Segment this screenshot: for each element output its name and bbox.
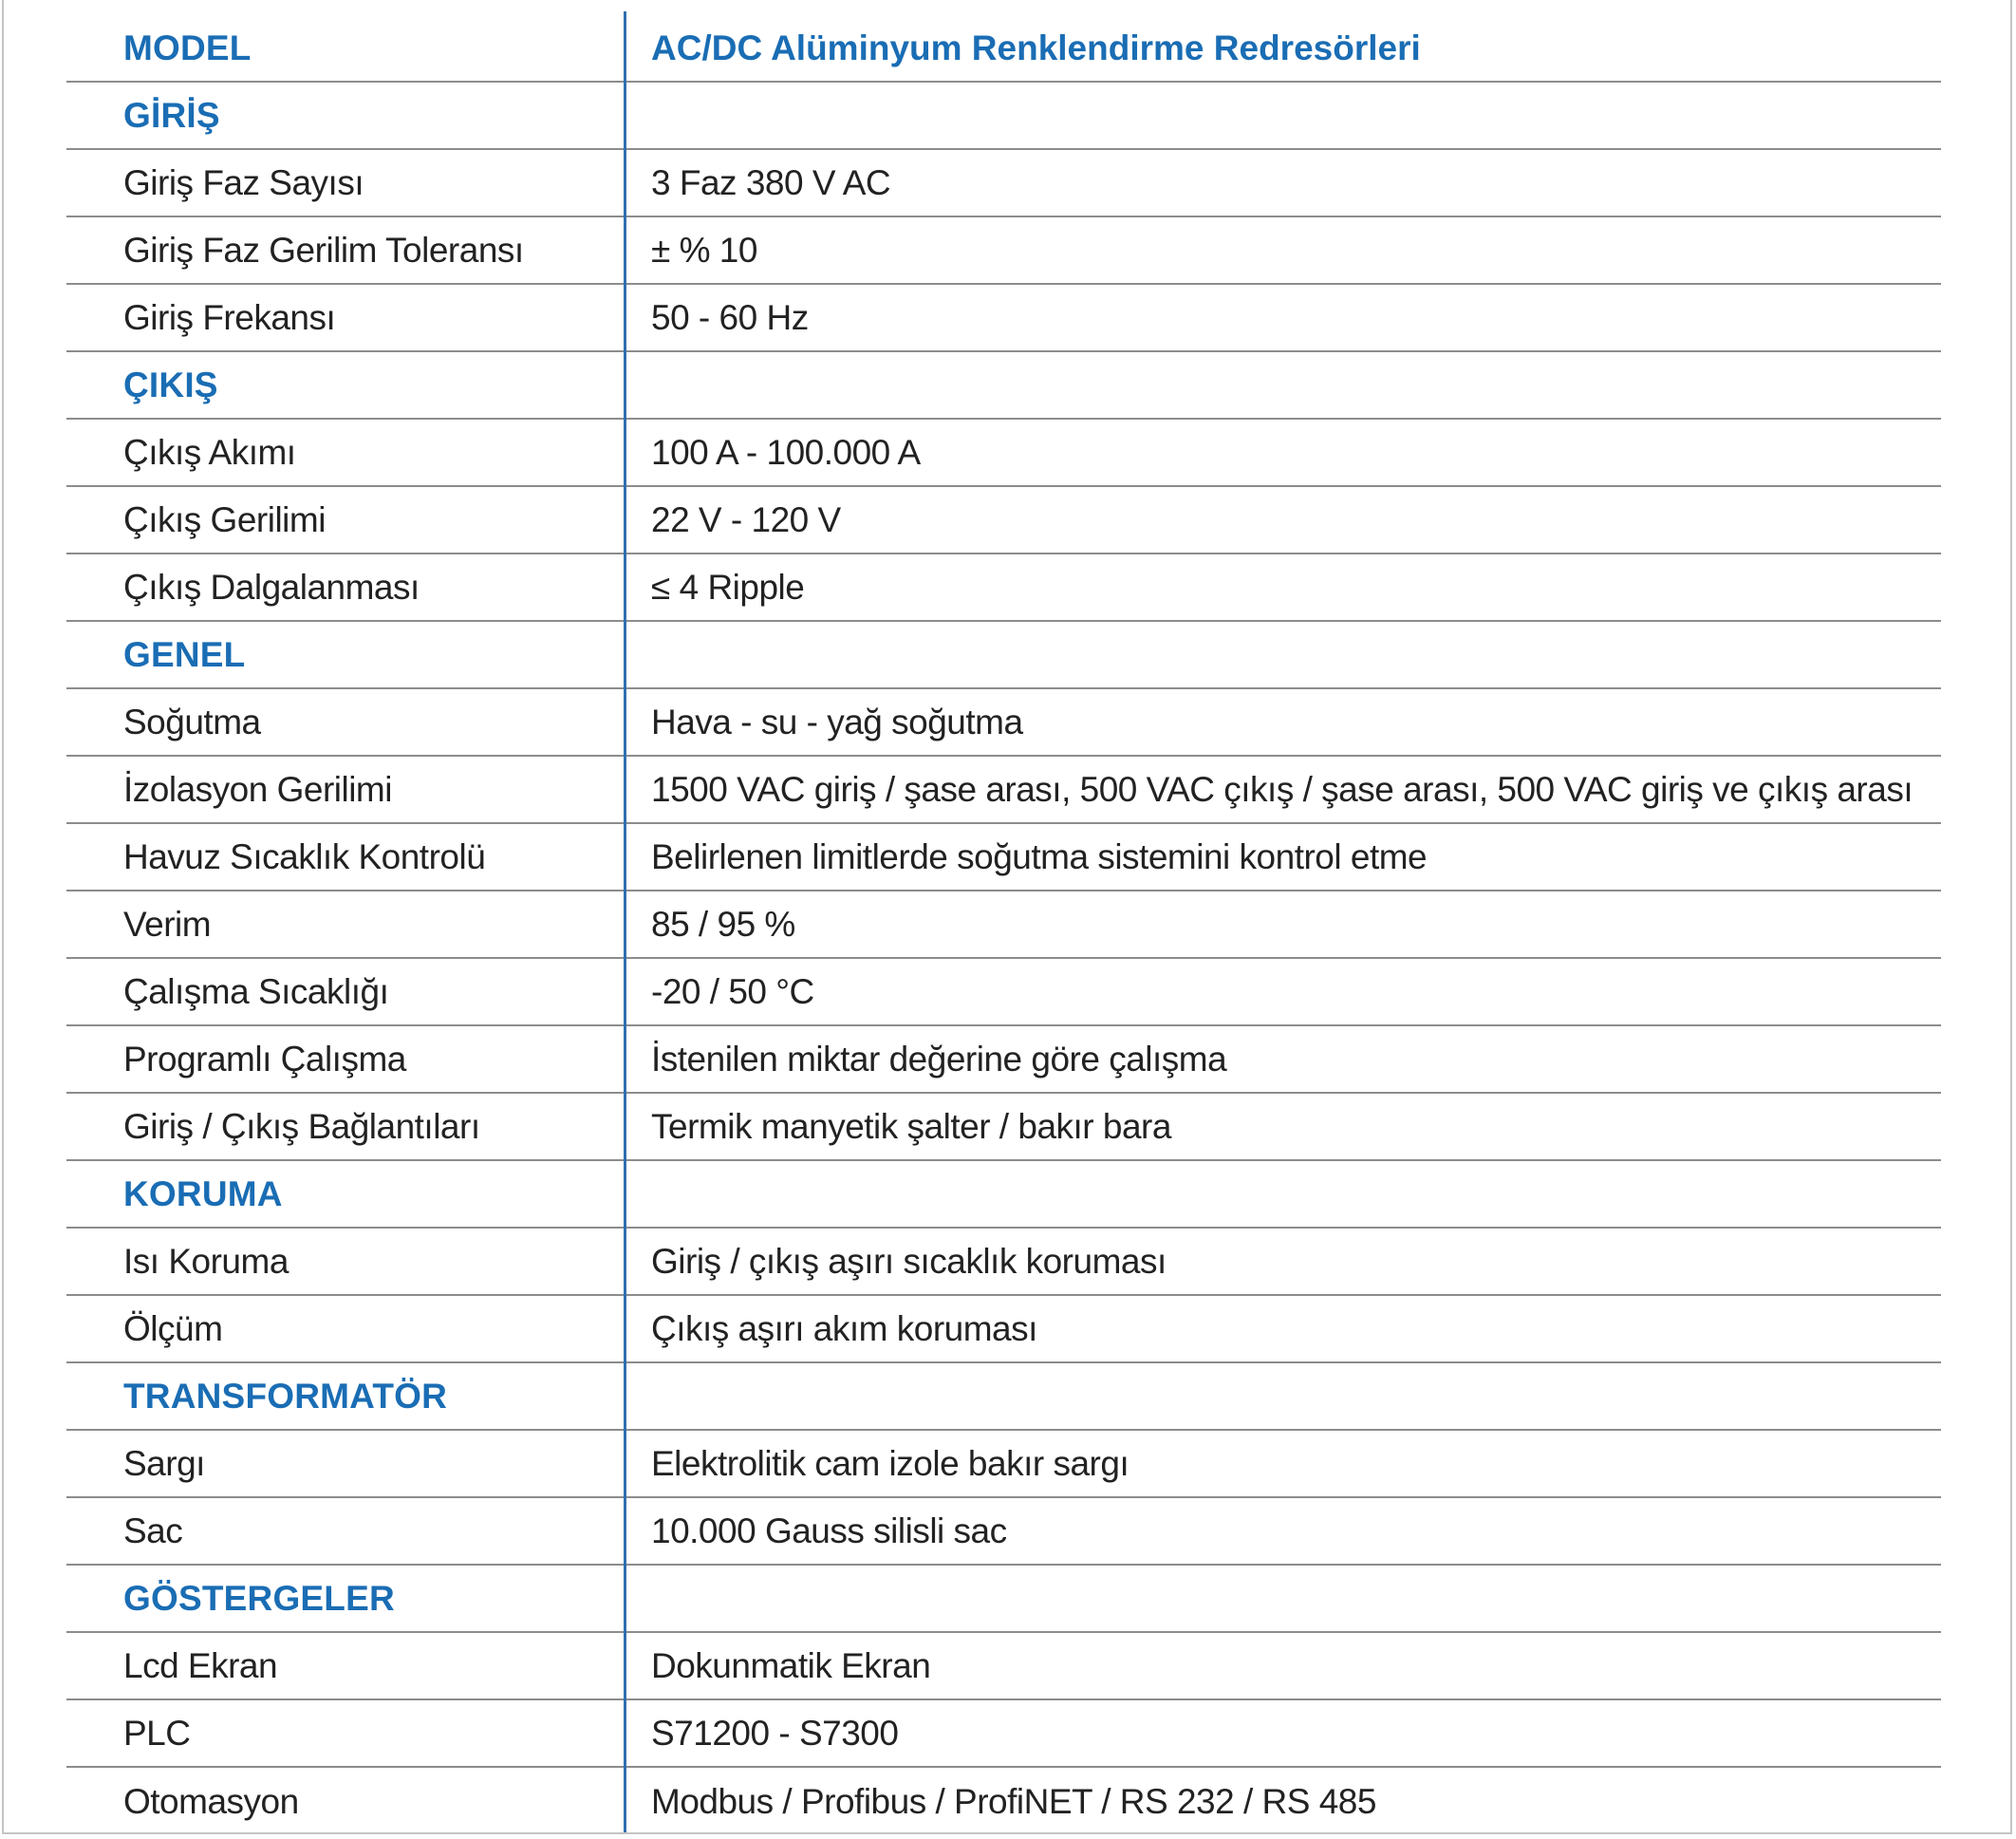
section-title: GİRİŞ xyxy=(123,95,220,135)
table-row xyxy=(66,285,1941,352)
spec-value: 10.000 Gauss silisli sac xyxy=(651,1511,1007,1550)
spec-label: Çıkış Akımı xyxy=(123,432,296,472)
spec-label: Havuz Sıcaklık Kontrolü xyxy=(123,836,486,876)
section-header-genel xyxy=(66,622,1941,689)
spec-label: Soğutma xyxy=(123,702,261,741)
spec-label: Giriş Faz Sayısı xyxy=(123,162,364,202)
section-title: GÖSTERGELER xyxy=(123,1578,395,1618)
spec-label: Verim xyxy=(123,904,212,944)
table-row xyxy=(66,1633,1941,1700)
spec-value: Dokunmatik Ekran xyxy=(651,1645,931,1685)
spec-label: Giriş Frekansı xyxy=(123,297,336,337)
section-header-koruma xyxy=(66,1161,1941,1229)
spec-value: ± % 10 xyxy=(651,230,757,270)
section-title: ÇIKIŞ xyxy=(123,365,218,404)
spec-label: Otomasyon xyxy=(123,1781,299,1821)
spec-value: Çıkış aşırı akım koruması xyxy=(651,1308,1037,1348)
spec-label: PLC xyxy=(123,1713,191,1753)
table-row xyxy=(66,891,1941,959)
table-row xyxy=(66,1498,1941,1566)
spec-label: Çıkış Gerilimi xyxy=(123,499,326,539)
spec-value: 100 A - 100.000 A xyxy=(651,432,921,472)
spec-value: Belirlenen limitlerde soğutma sistemini kontrol etme xyxy=(651,836,1428,876)
table-row xyxy=(66,689,1941,757)
model-label: MODEL xyxy=(123,28,252,67)
section-title: GENEL xyxy=(123,634,246,674)
spec-value: 85 / 95 % xyxy=(651,904,795,944)
table-row xyxy=(66,757,1941,824)
table-row xyxy=(66,1431,1941,1498)
spec-label: Çıkış Dalgalanması xyxy=(123,567,420,607)
spec-value: Giriş / çıkış aşırı sıcaklık koruması xyxy=(651,1241,1167,1281)
spec-value: İstenilen miktar değerine göre çalışma xyxy=(651,1039,1227,1079)
spec-value: -20 / 50 °C xyxy=(651,971,814,1011)
table-row xyxy=(66,959,1941,1026)
spec-value: 3 Faz 380 V AC xyxy=(651,162,891,202)
spec-value: Elektrolitik cam izole bakır sargı xyxy=(651,1443,1129,1483)
spec-label: İzolasyon Gerilimi xyxy=(123,769,392,809)
spec-label: Lcd Ekran xyxy=(123,1645,278,1685)
spec-label: Isı Koruma xyxy=(123,1241,289,1281)
table-row xyxy=(66,1768,1941,1835)
section-title: TRANSFORMATÖR xyxy=(123,1376,448,1416)
section-header-transformator xyxy=(66,1363,1941,1431)
table-row xyxy=(66,1296,1941,1363)
table-row xyxy=(66,1229,1941,1296)
column-divider xyxy=(624,11,626,1832)
spec-value: 50 - 60 Hz xyxy=(651,297,809,337)
spec-label: Sac xyxy=(123,1511,183,1550)
section-header-gostergeler xyxy=(66,1566,1941,1633)
table-row xyxy=(66,824,1941,891)
table-row xyxy=(66,1026,1941,1094)
table-row xyxy=(66,217,1941,285)
spec-value: 1500 VAC giriş / şase arası, 500 VAC çıkış / şase arası, 500 VAC giriş ve çıkış arası xyxy=(651,769,1913,809)
spec-value: 22 V - 120 V xyxy=(651,499,841,539)
spec-value: Hava - su - yağ soğutma xyxy=(651,702,1023,741)
spec-label: Çalışma Sıcaklığı xyxy=(123,971,389,1011)
spec-label: Ölçüm xyxy=(123,1308,223,1348)
model-title: AC/DC Alüminyum Renklendirme Redresörleri xyxy=(651,28,1421,67)
section-header-giris xyxy=(66,83,1941,150)
section-title: KORUMA xyxy=(123,1173,283,1213)
section-header-cikis xyxy=(66,352,1941,420)
table-row xyxy=(66,420,1941,487)
spec-table xyxy=(66,15,1941,1835)
spec-value: Modbus / Profibus / ProfiNET / RS 232 / RS 485 xyxy=(651,1781,1376,1821)
spec-label: Sargı xyxy=(123,1443,205,1483)
table-row xyxy=(66,554,1941,622)
spec-value: Termik manyetik şalter / bakır bara xyxy=(651,1106,1171,1146)
spec-label: Giriş Faz Gerilim Toleransı xyxy=(123,230,524,270)
spec-label: Giriş / Çıkış Bağlantıları xyxy=(123,1106,480,1146)
table-row xyxy=(66,1094,1941,1161)
table-row xyxy=(66,150,1941,217)
spec-label: Programlı Çalışma xyxy=(123,1039,406,1079)
spec-value: S71200 - S7300 xyxy=(651,1713,899,1753)
table-row xyxy=(66,1700,1941,1768)
spec-value: ≤ 4 Ripple xyxy=(651,567,805,607)
table-row xyxy=(66,487,1941,554)
header-row xyxy=(66,15,1941,83)
